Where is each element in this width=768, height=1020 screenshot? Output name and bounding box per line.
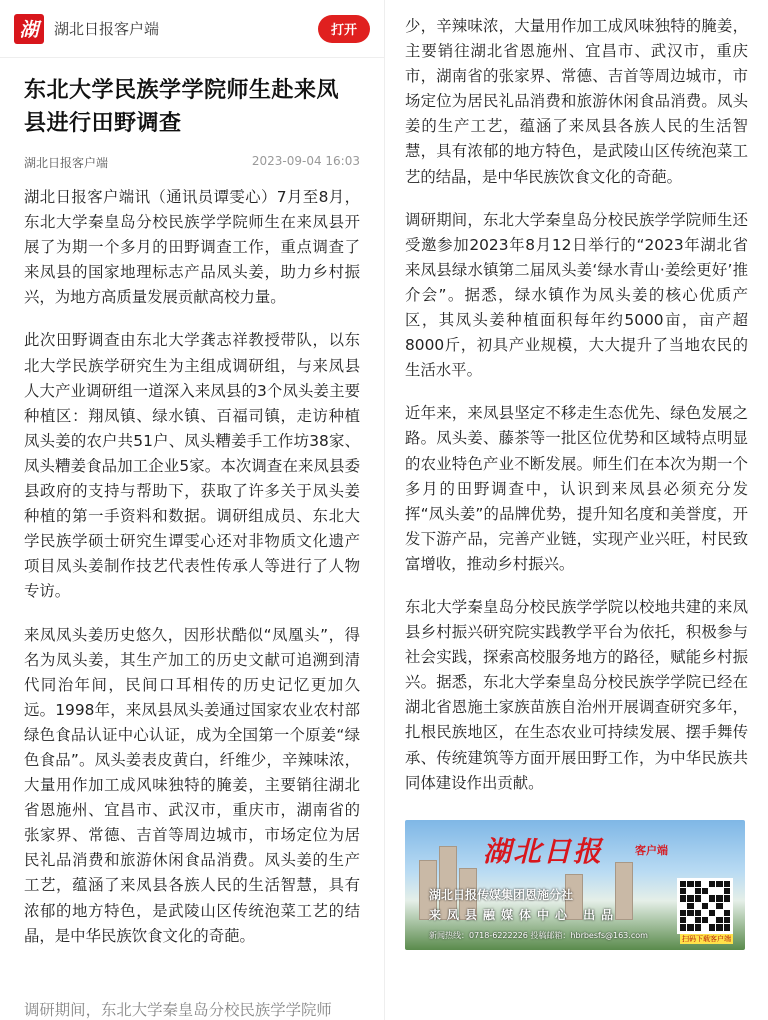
article-paragraph: 此次田野调查由东北大学龚志祥教授带队，以东北大学民族学研究生为主组成调研组，与来凤县人大产业调研组一道深入来凤县的3个凤头姜主要种植区：翔凤镇、绿水镇、百福司镇，走访种植凤头姜的农户共51户、凤头糟姜手工作坊38家、凤头糟姜食品加工企业5家。本次调查在来凤县委县政府的支持与帮助下，获取了许多关于凤头姜种植的第一手资料和数据。调研组成员、东北大学民族学硕士研究生谭雯心还对非物质文化遗产项目凤头姜制作技艺代表性传承人等进行了人物专访。 bbox=[24, 331, 360, 601]
open-app-button[interactable]: 打开 bbox=[318, 15, 370, 43]
publisher-banner-image bbox=[405, 820, 745, 950]
banner-publisher: 湖北日报传媒集团恩施分社 bbox=[429, 887, 574, 902]
article-paragraph: 东北大学秦皇岛分校民族学学院以校地共建的来凤县乡村振兴研究院实践教学平台为依托，积极参与社会实践，探索高校服务地方的路径，赋能乡村振兴。据悉，东北大学秦皇岛分校民族学学院已经在湖北省恩施土家族苗族自治州开展调查研究多年，扎根民族地区，在生态农业可持续发展、摆手舞传承、传统建筑等方面开展田野工作，为中华民族共同体建设作出贡献。 bbox=[405, 597, 748, 792]
banner-brand-sub: 客户端 bbox=[635, 843, 668, 857]
article-paragraph: 湖北日报客户端讯（通讯员谭雯心）7月至8月，东北大学秦皇岛分校民族学学院师生在来凤县开展了为期一个多月的田野调查工作，重点调查了来凤县的国家地理标志产品凤头姜，助力乡村振兴，为地方高质量发展贡献高校力量。 bbox=[24, 188, 360, 307]
qr-label: 扫码下载客户端 bbox=[682, 934, 731, 943]
right-page-column bbox=[384, 0, 768, 1020]
article-title: 东北大学民族学学院师生赴来凤县进行田野调查 bbox=[24, 78, 340, 136]
banner-producer: 来凤县融媒体中心 出品 bbox=[429, 907, 620, 922]
article-meta bbox=[24, 154, 360, 171]
article-content bbox=[0, 74, 384, 949]
article-paragraph: 来凤凤头姜历史悠久，因形状酷似“凤凰头”，得名为凤头姜，其生产加工的历史文献可追溯到清代同治年间，民间口耳相传的历史记忆更加久远。1998年，来凤县凤头姜通过国家农业农村部绿色食品认证中心认证，成为全国第一个原姜“绿色食品”。凤头姜表皮黄白，纤维少，辛辣味浓，大量用作加工成风味独特的腌姜，主要销往湖北省恩施州、宜昌市、武汉市，重庆市，湖南省的张家界、常德、吉首等周边城市，市场定位为居民礼品消费和旅游休闲食品消费。凤头姜的生产工艺，蕴涵了来凤县各族人民的生活智慧，具有浓郁的地方特色，是武陵山区传统泡菜工艺的结晶，是中华民族饮食文化的奇葩。 bbox=[24, 625, 360, 945]
banner-brand-logo: 湖北日报 bbox=[483, 834, 604, 868]
article-time: 2023-09-04 16:03 bbox=[251, 154, 360, 168]
article-paragraph: 近年来，来凤县坚定不移走生态优先、绿色发展之路。凤头姜、藤茶等一批区位优势和区域特点明显的农业特色产业不断发展。师生们在本次为期一个多月的田野调查中，认识到来凤县必须充分发挥“凤头姜”的品牌优势，提升知名度和美誉度，开发下游产品，完善产业链，实现产业兴旺，村民致富增收，推动乡村振兴。 bbox=[405, 404, 748, 573]
article-paragraph: 调研期间，东北大学秦皇岛分校民族学学院师生还受邀参加2023年8月12日举行的“2023年湖北省来凤县绿水镇第二届凤头姜‘绿水青山·姜绘更好’推介会”。据悉，绿水镇作为凤头姜的核心优质产区，其凤头姜种植面积每年约5000亩，亩产超8000斤，初具产业规模，大大提升了当地农民的生活水平。 bbox=[405, 210, 748, 380]
app-logo[interactable]: 湖 bbox=[14, 14, 44, 44]
qr-code-icon[interactable] bbox=[677, 878, 733, 934]
article-content-continued bbox=[385, 14, 768, 950]
article-source[interactable]: 湖北日报客户端 bbox=[24, 156, 109, 170]
banner-contact: 新闻热线：0718-6222226 投稿邮箱：hbrbesfs@163.com bbox=[429, 930, 648, 940]
article-paragraph: 少，辛辣味浓，大量用作加工成风味独特的腌姜，主要销往湖北省恩施州、宜昌市、武汉市，重庆市，湖南省的张家界、常德、吉首等周边城市，市场定位为居民礼品消费和旅游休闲食品消费。凤头姜的生产工艺，蕴涵了来凤县各族人民的生活智慧，具有浓郁的地方特色，是武陵山区传统泡菜工艺的结晶，是中华民族饮食文化的奇葩。 bbox=[405, 17, 748, 186]
cut-off-paragraph: 调研期间，东北大学秦皇岛分校民族学学院师 bbox=[24, 1001, 332, 1019]
app-name: 湖北日报客户端 bbox=[54, 20, 160, 38]
app-header-bar bbox=[0, 0, 384, 58]
